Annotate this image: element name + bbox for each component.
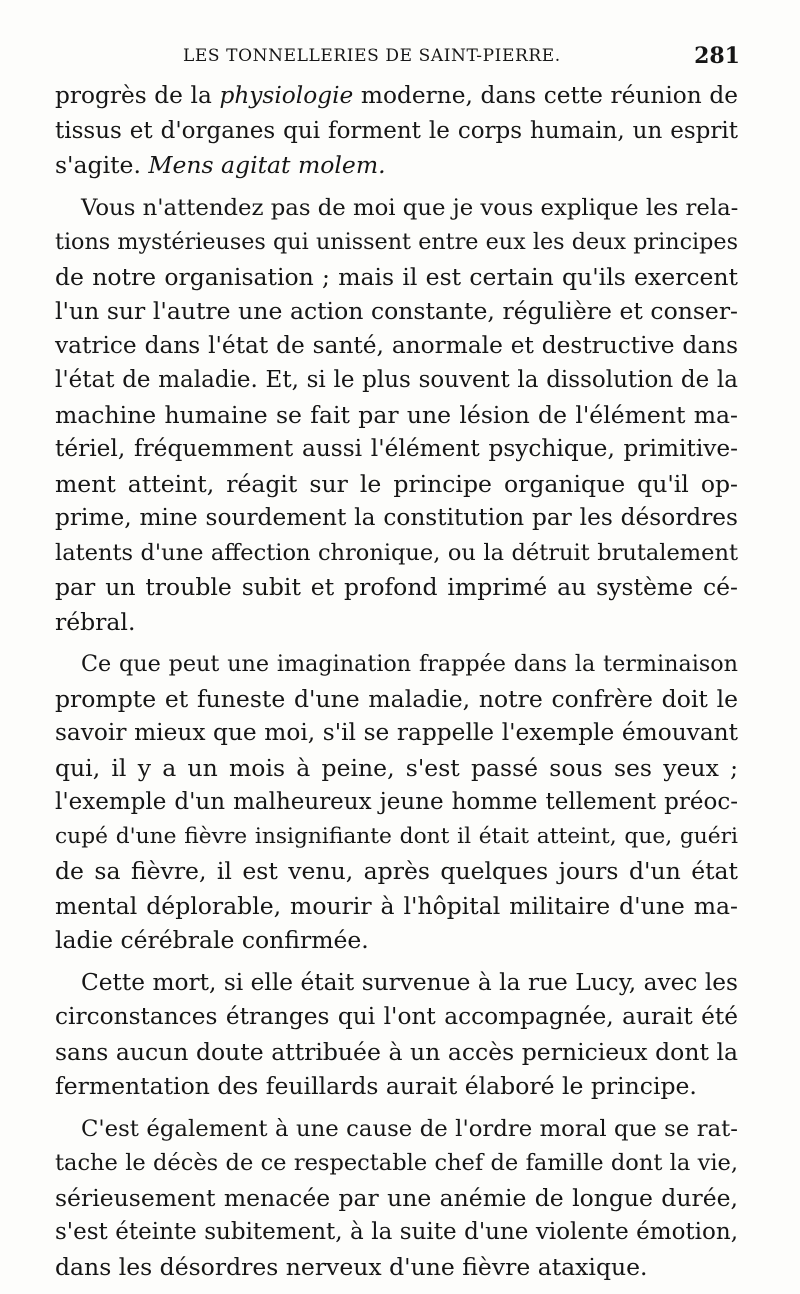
text-line: tache le décès de ce respectable chef de famille dont la vie, [55, 1150, 738, 1176]
paragraph [55, 191, 738, 640]
text-line: prompte et funeste d'une maladie, notre confrère doit le [55, 684, 738, 713]
text-line: de notre organisation ; mais il est certain qu'ils exercent [55, 262, 738, 291]
text-line: s'est éteinte subitement, à la suite d'une violente émotion, [55, 1219, 738, 1245]
text-line: rébral. [55, 607, 136, 636]
text-line: tions mystérieuses qui unissent entre eux les deux principes [55, 229, 738, 255]
text-line: sans aucun doute attribuée à un accès pernicieux dont la [55, 1037, 738, 1066]
text-line: par un trouble subit et profond imprimé au système cé- [55, 573, 738, 601]
text-line: tériel, fréquemment aussi l'élément psychique, primitive- [55, 435, 738, 462]
page-number: 281 [694, 43, 740, 69]
text-line: Cette mort, si elle était survenue à la rue Lucy, avec les [81, 968, 738, 996]
page-header [55, 36, 740, 76]
text-line: ment atteint, réagit sur le principe organique qu'il op- [55, 469, 738, 498]
paragraph [55, 1112, 738, 1285]
text-line: ladie cérébrale confirmée. [55, 926, 369, 954]
text-line: progrès de la physiologie moderne, dans cette réunion de [55, 82, 739, 109]
text-line: circonstances étranges qui l'ont accompagnée, aurait été [55, 1003, 738, 1030]
text-line: savoir mieux que moi, s'il se rappelle l'exemple émouvant [55, 719, 738, 746]
text-line: sérieusement menacée par une anémie de longue durée, [55, 1183, 738, 1212]
running-title: LES TONNELLERIES DE SAINT-PIERRE. [183, 46, 561, 66]
text-line: machine humaine se fait par une lésion de l'élément ma- [55, 400, 738, 429]
text-line: s'agite. Mens agitat molem. [55, 151, 386, 179]
text-line: qui, il y a un mois à peine, s'est passé sous ses yeux ; [55, 753, 738, 782]
text-line: de sa fièvre, il est venu, après quelques jours d'un état [55, 857, 738, 885]
text-line: tissus et d'organes qui forment le corps humain, un esprit [55, 117, 738, 144]
text-line: l'un sur l'autre une action constante, régulière et conser- [55, 297, 738, 325]
text-line: C'est également à une cause de l'ordre moral que se rat- [81, 1115, 738, 1142]
paragraph [55, 79, 738, 183]
text-line: fermentation des feuillards aurait élaboré le principe. [55, 1072, 697, 1100]
paragraph [55, 647, 738, 958]
text-line: vatrice dans l'état de santé, anormale et destructive dans [55, 331, 738, 359]
text-line: l'état de maladie. Et, si le plus souvent la dissolution de la [55, 367, 738, 393]
body-text [55, 79, 738, 1284]
text-line: mental déplorable, mourir à l'hôpital militaire d'une ma- [55, 891, 738, 920]
text-line: Vous n'attendez pas de moi que je vous explique les rela- [81, 194, 739, 221]
text-line: Ce que peut une imagination frappée dans la terminaison [81, 651, 738, 677]
text-line: l'exemple d'un malheureux jeune homme tellement préoc- [55, 789, 738, 815]
text-line: dans les désordres nerveux d'une fièvre ataxique. [55, 1252, 648, 1281]
paragraph [55, 966, 738, 1104]
text-line: latents d'une affection chronique, ou la détruit brutalement [55, 539, 738, 566]
text-line: prime, mine sourdement la constitution par les désordres [55, 504, 738, 531]
text-line: cupé d'une fièvre insignifiante dont il était atteint, que, guéri [55, 823, 738, 849]
